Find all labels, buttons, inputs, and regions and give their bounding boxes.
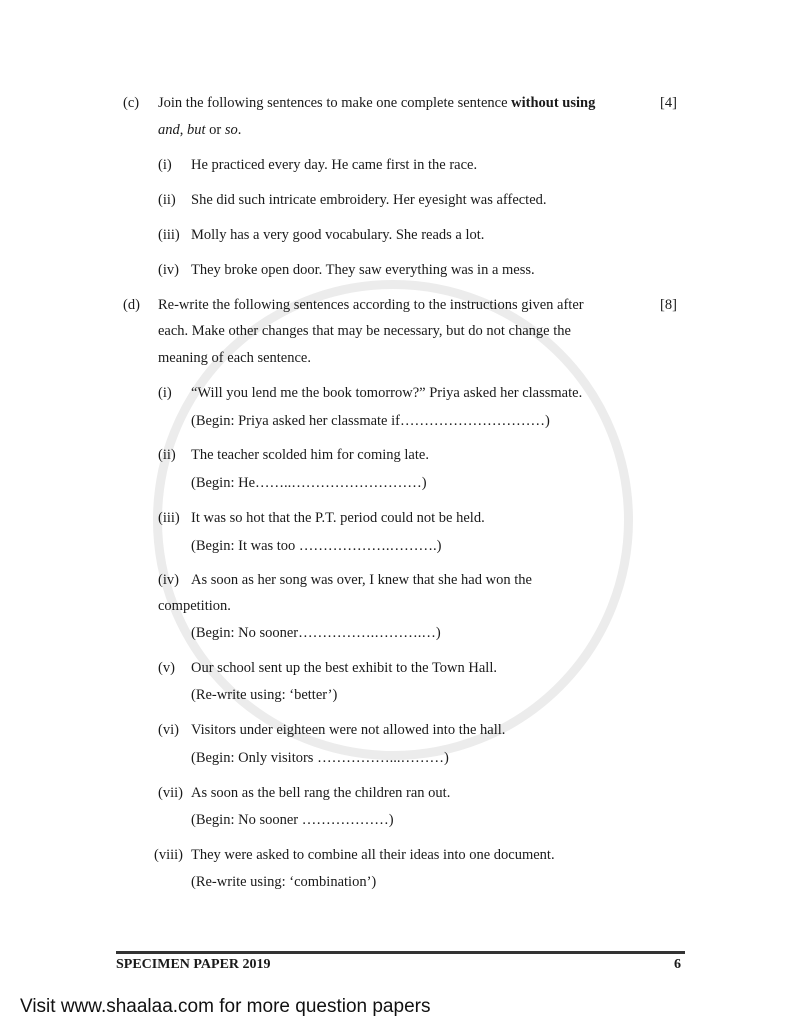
instruction-bold: without using (511, 95, 596, 111)
question-d-marks: [8] (660, 297, 677, 313)
item-hint: (Begin: It was too ……………….……….) (191, 538, 442, 554)
item-text: The teacher scolded him for coming late. (191, 447, 429, 463)
item-text: Our school sent up the best exhibit to the Town Hall. (191, 660, 497, 676)
instruction-text: Join the following sentences to make one complete sentence (158, 95, 512, 111)
item-label: (vi) (158, 722, 179, 738)
question-d-intro-1: Re-write the following sentences according to the instructions given after (158, 297, 584, 313)
item-label: (vii) (158, 785, 183, 801)
item-label: (iv) (158, 572, 179, 588)
item-hint: (Re-write using: ‘combination’) (191, 874, 377, 890)
item-text: Molly has a very good vocabulary. She reads a lot. (191, 227, 485, 243)
comma: , (179, 122, 187, 138)
question-c-label: (c) (123, 95, 140, 111)
item-text: They broke open door. They saw everything was in a mess. (191, 262, 535, 278)
item-hint: (Begin: No sooner…………….……….…) (191, 625, 441, 641)
question-c-instruction (158, 94, 595, 112)
question-c-marks: [4] (660, 95, 677, 111)
item-label: (v) (158, 660, 175, 676)
item-label: (iv) (158, 262, 179, 278)
item-text: He practiced every day. He came first in the race. (191, 157, 478, 173)
item-text: Visitors under eighteen were not allowed into the hall. (191, 722, 506, 738)
item-text: It was so hot that the P.T. period could not be held. (191, 510, 485, 526)
question-d-intro-2: each. Make other changes that may be necessary, but do not change the (158, 323, 571, 339)
item-label: (viii) (154, 847, 183, 863)
item-text: They were asked to combine all their ideas into one document. (191, 847, 555, 863)
item-hint: (Begin: Priya asked her classmate if…………………………) (191, 413, 550, 429)
word-and: and (158, 122, 180, 138)
item-text-continued: competition. (158, 598, 231, 614)
item-hint: (Begin: He……..………………………) (191, 475, 427, 491)
question-d-label: (d) (123, 297, 140, 313)
footer-rule (116, 951, 685, 954)
item-text: She did such intricate embroidery. Her eyesight was affected. (191, 192, 547, 208)
page-number: 6 (674, 957, 681, 972)
item-text: As soon as her song was over, I knew that she had won the (191, 572, 532, 588)
question-d-intro-3: meaning of each sentence. (158, 350, 311, 366)
word-so: so (224, 122, 238, 138)
item-label: (i) (158, 385, 172, 401)
item-hint: (Begin: Only visitors ……………...………) (191, 750, 449, 766)
item-hint: (Re-write using: ‘better’) (191, 687, 338, 703)
item-label: (iii) (158, 227, 180, 243)
item-text: As soon as the bell rang the children ran out. (191, 785, 451, 801)
visit-link-text: Visit www.shaalaa.com for more question papers (20, 996, 431, 1017)
word-but: but (187, 122, 206, 138)
item-text: “Will you lend me the book tomorrow?” Priya asked her classmate. (191, 385, 583, 401)
footer-title: SPECIMEN PAPER 2019 (116, 957, 271, 972)
word-or: or (205, 122, 225, 138)
item-label: (iii) (158, 510, 180, 526)
question-c-instruction-line2 (158, 121, 241, 139)
item-label: (ii) (158, 192, 176, 208)
period: . (237, 122, 242, 138)
item-hint: (Begin: No sooner ………………) (191, 812, 394, 828)
item-label: (ii) (158, 447, 176, 463)
item-label: (i) (158, 157, 172, 173)
